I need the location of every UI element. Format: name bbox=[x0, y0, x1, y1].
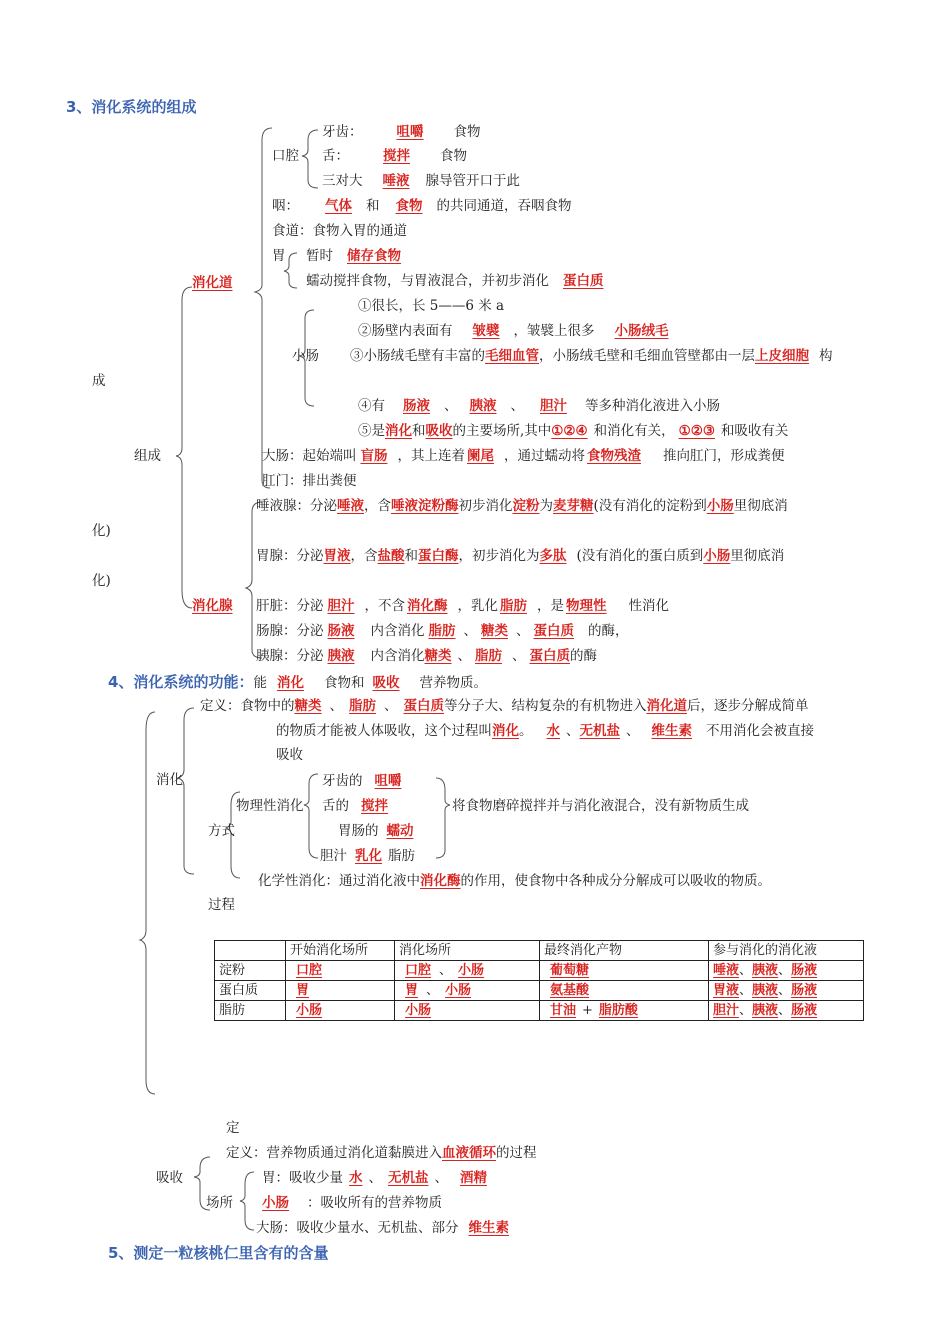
table-row bbox=[215, 981, 864, 1001]
juices-cell: 胃液、胰液、肠液 bbox=[709, 981, 864, 1001]
table-row bbox=[215, 961, 864, 981]
chemical-digestion-line: 化学性消化：通过消化液中消化酶的作用，使食物中各种成分分解成可以吸收的物质。 bbox=[258, 873, 771, 889]
digestion-definition-1: 定义：食物中的糖类 、 脂肪 、 蛋白质等分子大、结构复杂的有机物进入消化道后，逐步分解成简单 bbox=[200, 698, 809, 714]
stomach-label: 胃 bbox=[272, 248, 286, 264]
section-heading-4: 4、消化系统的功能：能 消化 食物和 吸收 营养物质。 bbox=[108, 673, 487, 691]
start-site-cell: 胃 bbox=[286, 981, 395, 1001]
absorption-ding: 定 bbox=[226, 1120, 240, 1136]
side-char-hua-1: 化) bbox=[92, 523, 111, 539]
digestion-definition-2: 的物质才能被人体吸收，这个过程叫消化。 水 、无机盐 、 维生素 不用消化会被直接 bbox=[276, 723, 814, 739]
digestion-site-cell: 口腔 、 小肠 bbox=[395, 961, 540, 981]
digestion-site-cell: 胃 、 小肠 bbox=[395, 981, 540, 1001]
digestion-way-label: 方式 bbox=[208, 823, 235, 839]
table-header-cell: 参与消化的消化液 bbox=[709, 941, 864, 961]
juices-cell: 胆汁、胰液、肠液 bbox=[709, 1001, 864, 1021]
start-site-cell: 小肠 bbox=[286, 1001, 395, 1021]
section-heading-5: 5、测定一粒核桃仁里含有的含量 bbox=[108, 1244, 329, 1262]
small-intestine-label: 小肠 bbox=[292, 348, 319, 364]
nutrient-cell: 脂肪 bbox=[215, 1001, 286, 1021]
physical-digestion-note: 将食物磨碎搅拌并与消化液混合，没有新物质生成 bbox=[452, 798, 749, 814]
physical-teeth-line: 牙齿的 咀嚼 bbox=[322, 773, 402, 789]
intestinal-gland-line: 肠腺：分泌 肠液 内含消化 脂肪 、 糖类 、 蛋白质 的酶， bbox=[256, 623, 629, 639]
section-heading-3: 3、消化系统的组成 bbox=[66, 98, 197, 116]
si-point-5: ⑤是消化和吸收的主要场所,其中①②④ 和消化有关， ①②③ 和吸收有关 bbox=[358, 423, 789, 439]
side-char-hua-2: 化) bbox=[92, 573, 111, 589]
gastric-gland-line: 胃腺：分泌胃液，含盐酸和蛋白酶，初步消化为多肽 (没有消化的蛋白质到小肠里彻底消 bbox=[256, 548, 785, 564]
teeth-line: 牙齿： 咀嚼 食物 bbox=[322, 124, 481, 140]
anus-line: 肛门：排出粪便 bbox=[262, 473, 357, 489]
esophagus-line: 食道：食物入胃的通道 bbox=[272, 223, 407, 239]
tongue-line: 舌： 搅拌 食物 bbox=[322, 148, 467, 164]
side-char-cheng: 成 bbox=[92, 373, 106, 389]
digestive-gland-label: 消化腺 bbox=[192, 598, 233, 614]
final-product-cell: 甘油 + 脂肪酸 bbox=[540, 1001, 709, 1021]
salivary-glands-line: 三对大 唾液 腺导管开口于此 bbox=[322, 173, 520, 189]
juices-cell: 唾液、胰液、肠液 bbox=[709, 961, 864, 981]
stomach-digest-line: 蠕动搅拌食物，与胃液混合，并初步消化 蛋白质 bbox=[306, 273, 604, 289]
mouth-label: 口腔 bbox=[272, 148, 299, 164]
absorption-site-label: 场所 bbox=[206, 1195, 233, 1211]
digestion-definition-3: 吸收 bbox=[276, 747, 303, 763]
physical-peristalsis-line: 胃肠的 蠕动 bbox=[338, 823, 414, 839]
table-row bbox=[215, 1001, 864, 1021]
nutrient-cell: 蛋白质 bbox=[215, 981, 286, 1001]
final-product-cell: 氨基酸 bbox=[540, 981, 709, 1001]
pancreas-line: 胰腺：分泌 胰液 内含消化糖类 、 脂肪 、 蛋白质的酶 bbox=[256, 648, 597, 664]
physical-tongue-line: 舌的 搅拌 bbox=[322, 798, 388, 814]
large-intestine-line: 大肠：起始端叫 盲肠 ，其上连着 阑尾 ，通过蠕动将 食物残渣 推向肛门，形成粪便 bbox=[262, 448, 785, 464]
absorption-stomach-line: 胃：吸收少量 水 、 无机盐 、 酒精 bbox=[262, 1170, 487, 1186]
absorption-label: 吸收 bbox=[156, 1170, 183, 1186]
absorption-small-intestine-line: 小肠 ：吸收所有的营养物质 bbox=[262, 1195, 442, 1211]
physical-bile-line: 胆汁 乳化 脂肪 bbox=[320, 848, 415, 864]
stomach-store-line: 暂时 储存食物 bbox=[306, 248, 401, 264]
nutrient-cell: 淀粉 bbox=[215, 961, 286, 981]
si-point-2: ②肠壁内表面有 皱襞 ，皱襞上很多 小肠绒毛 bbox=[358, 323, 669, 339]
table-header-cell: 最终消化产物 bbox=[540, 941, 709, 961]
digestive-tract-answer: 消化道 bbox=[192, 275, 233, 291]
digestion-table bbox=[214, 940, 864, 1021]
table-header-cell: 消化场所 bbox=[395, 941, 540, 961]
si-point-4: ④有 肠液 、 胰液 、 胆汁 等多种消化液进入小肠 bbox=[358, 398, 720, 414]
absorption-large-intestine-line: 大肠：吸收少量水、无机盐、部分 维生素 bbox=[256, 1220, 509, 1236]
salivary-gland-line: 唾液腺：分泌唾液，含唾液淀粉酶初步消化淀粉为麦芽糖(没有消化的淀粉到小肠里彻底消 bbox=[256, 498, 788, 514]
digestion-label: 消化 bbox=[156, 772, 183, 788]
final-product-cell: 葡萄糖 bbox=[540, 961, 709, 981]
absorption-definition: 定义：营养物质通过消化道黏膜进入血液循环的过程 bbox=[226, 1145, 537, 1161]
table-header-row bbox=[215, 941, 864, 961]
digestive-tract-label bbox=[192, 274, 233, 292]
physical-digestion-label: 物理性消化 bbox=[236, 798, 304, 814]
si-point-3: ③小肠绒毛壁有丰富的毛细血管，小肠绒毛壁和毛细血管壁都由一层上皮细胞 构 bbox=[350, 348, 833, 364]
digestion-site-cell: 小肠 bbox=[395, 1001, 540, 1021]
si-point-1: ①很长，长 5——6 米 a bbox=[358, 298, 505, 314]
table-header-cell bbox=[215, 941, 286, 961]
pharynx-line: 咽： 气体 和 食物 的共同通道，吞咽食物 bbox=[272, 198, 572, 214]
start-site-cell: 口腔 bbox=[286, 961, 395, 981]
side-label-zucheng: 组成 bbox=[134, 448, 161, 464]
liver-line: 肝脏：分泌 胆汁 ，不含 消化酶 ，乳化 脂肪 ，是 物理性 性消化 bbox=[256, 598, 669, 614]
table-header-cell: 开始消化场所 bbox=[286, 941, 395, 961]
digestion-process-label: 过程 bbox=[208, 897, 235, 913]
